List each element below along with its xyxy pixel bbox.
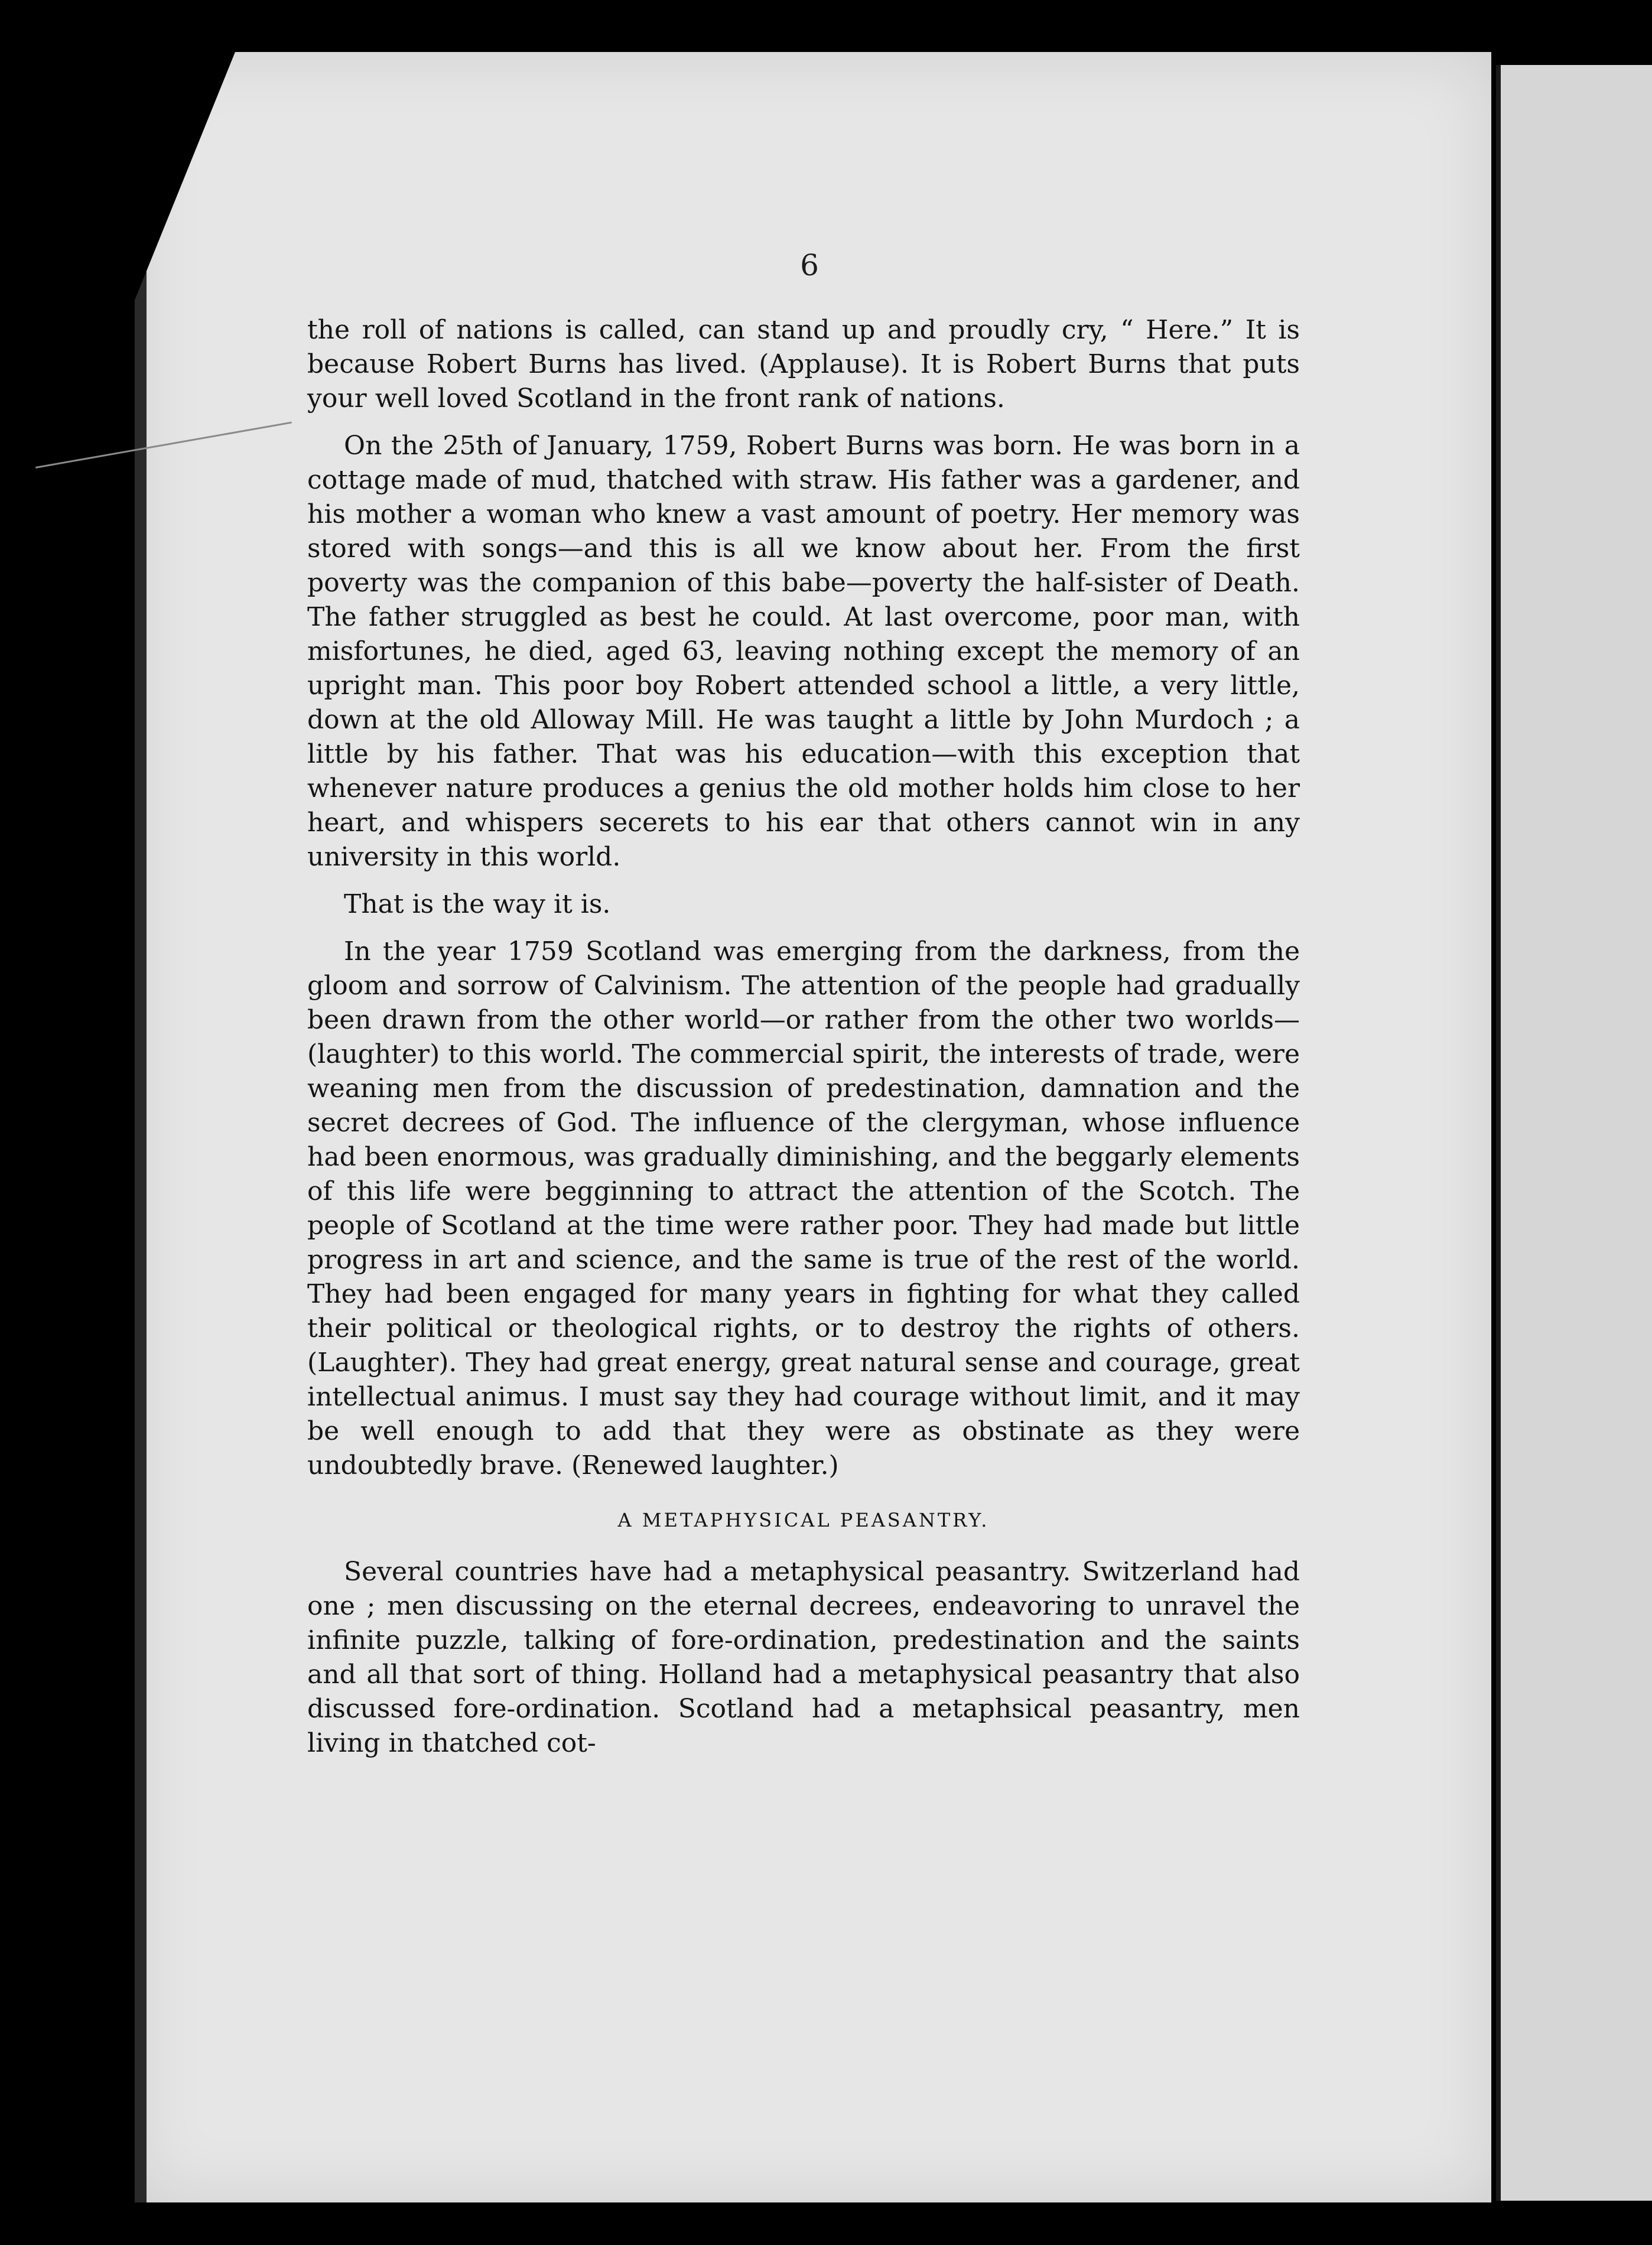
paragraph-scotland-1759: In the year 1759 Scotland was emerging from the darkness, from the gloom and sorrow of Calvinism. The attention of the people had gradually been drawn from the other world—or rather from the other two worlds—(laughter) to this world. The commercial spirit, the interests of trade, were weaning men from the discussion of predestination, damnation and the secret decrees of God. The influence of the clergyman, whose influence had been enormous, was gradually diminishing, and the beggarly elements of this life were begginning to attract the attention of the Scotch. The people of Scotland at the time were rather poor. They had made but little progress in art and science, and the same is true of the rest of the world. They had been engaged for many years in fighting for what they called their political or theological rights, or to destroy the rights of others. (Laughter). They had great energy, great natural sense and courage, great intellectual animus. I must say they had courage without limit, and it may be well enough to add that they were as obstinate as they were undoubtedly brave. (Renewed laughter.) [307, 936, 1300, 1481]
page-body-text [307, 313, 1300, 1774]
folded-page-corner [135, 52, 235, 300]
paragraph-continuation: the roll of nations is called, can stand up and proudly cry, “ Here.” It is because Robert Burns has lived. (Applause). It is Robert Burns that puts your well loved Scotland in the front rank of nations. [307, 315, 1300, 414]
paragraph-birth-of-burns: On the 25th of January, 1759, Robert Burns was born. He was born in a cottage made of mud, thatched with straw. His father was a gardener, and his mother a woman who knew a vast amount of poetry. Her memory was stored with songs—and this is all we know about her. From the first poverty was the companion of this babe—poverty the half-sister of Death. The father struggled as best he could. At last overcome, poor man, with misfortunes, he died, aged 63, leaving nothing except the memory of an upright man. This poor boy Robert attended school a little, a very little, down at the old Alloway Mill. He was taught a little by John Murdoch ; a little by his father. That was his education—with this exception that whenever nature produces a genius the old mother holds him close to her heart, and whispers secerets to his ear that others cannot win in any university in this world. [307, 431, 1300, 872]
paragraph-metaphysical-peasantry: Several countries have had a metaphysical peasantry. Switzerland had one ; men discussing on the eternal decrees, endeavoring to unravel the infinite puzzle, talking of fore-ordination, predestination and the saints and all that sort of thing. Holland had a metaphysical peasantry that also discussed fore-ordination. Scotland had a metaphsical peasantry, men living in thatched cot- [307, 1557, 1300, 1758]
adjacent-page-edge [1496, 65, 1652, 2201]
paragraph-way-it-is: That is the way it is. [344, 889, 611, 919]
section-heading: A METAPHYSICAL PEASANTRY. [617, 1509, 990, 1531]
page-number: 6 [800, 248, 819, 282]
page-left-shadow [135, 52, 147, 2202]
